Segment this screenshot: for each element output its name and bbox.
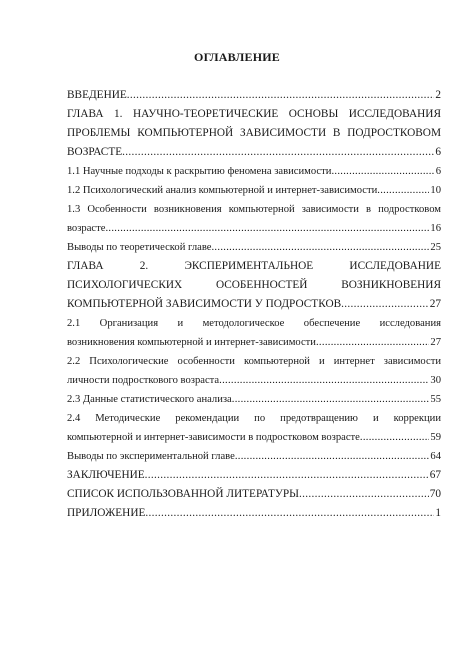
- entry-text: 1.2 Психологический анализ компьютерной и интернет-зависимости: [67, 185, 378, 196]
- toc-entry-section-1-3[interactable]: [67, 200, 441, 238]
- page-number: 70: [429, 488, 441, 500]
- toc-entry-section-2-1[interactable]: [67, 314, 441, 352]
- page-number: 67: [429, 469, 441, 481]
- dot-leader: [145, 466, 429, 485]
- toc-entry-section-2-2[interactable]: [67, 352, 441, 390]
- table-of-contents: [67, 86, 441, 523]
- page-number: 27: [429, 298, 441, 310]
- dot-leader: [127, 86, 435, 105]
- entry-text: 1.1 Научные подходы к раскрытию феномена зависимости: [67, 166, 332, 177]
- entry-line: ВОЗРАСТЕ: [67, 146, 123, 158]
- entry-line: 2.2 Психологические особенности компьютерной и интернет зависимости: [67, 356, 441, 367]
- page-number: 6: [435, 146, 441, 158]
- entry-text: СПИСОК ИСПОЛЬЗОВАННОЙ ЛИТЕРАТУРЫ: [67, 488, 299, 500]
- toc-entry-appendix[interactable]: [67, 504, 441, 523]
- entry-line: компьютерной и интернет-зависимости в подростковом возрасте: [67, 432, 360, 443]
- toc-entry-chapter-2[interactable]: [67, 257, 441, 314]
- dot-leader: [377, 181, 429, 200]
- toc-entry-references[interactable]: [67, 485, 441, 504]
- dot-leader: [211, 238, 429, 257]
- dot-leader: [219, 371, 429, 390]
- dot-leader: [122, 143, 434, 162]
- entry-line: личности подросткового возраста: [67, 375, 220, 386]
- page-number: 30: [430, 375, 441, 386]
- page-number: 2: [435, 89, 441, 101]
- dot-leader: [360, 428, 430, 447]
- page-number: 55: [430, 394, 441, 405]
- page-number: 25: [430, 242, 441, 253]
- toc-entry-intro[interactable]: [67, 86, 441, 105]
- entry-line: ГЛАВА 2. ЭКСПЕРИМЕНТАЛЬНОЕ ИССЛЕДОВАНИЕ: [67, 260, 441, 272]
- entry-text: Выводы по экспериментальной главе: [67, 451, 235, 462]
- toc-entry-conclusions-1[interactable]: [67, 238, 441, 257]
- toc-entry-section-2-3[interactable]: [67, 390, 441, 409]
- dot-leader: [145, 504, 434, 523]
- entry-line: ПСИХОЛОГИЧЕСКИХ ОСОБЕННОСТЕЙ ВОЗНИКНОВЕНИЯ: [67, 279, 441, 291]
- toc-title: ОГЛАВЛЕНИЕ: [194, 50, 280, 64]
- entry-line: ПРОБЛЕМЫ КОМПЬЮТЕРНОЙ ЗАВИСИМОСТИ В ПОДРОСТКОВОМ: [67, 127, 441, 139]
- page-number: 64: [430, 451, 441, 462]
- entry-text: Выводы по теоретической главе: [67, 242, 212, 253]
- dot-leader: [105, 219, 429, 238]
- dot-leader: [316, 333, 429, 352]
- entry-line: 2.4 Методические рекомендации по предотвращению и коррекции: [67, 413, 441, 424]
- page-number: 27: [430, 337, 441, 348]
- entry-text: ВВЕДЕНИЕ: [67, 89, 127, 101]
- toc-entry-section-1-1[interactable]: [67, 162, 441, 181]
- entry-line: возрасте: [67, 223, 106, 234]
- page-number: 6: [435, 166, 441, 177]
- page-number: 16: [430, 223, 441, 234]
- entry-text: ПРИЛОЖЕНИЕ: [67, 507, 146, 519]
- page-number: 59: [430, 432, 441, 443]
- entry-text: ЗАКЛЮЧЕНИЕ: [67, 469, 145, 481]
- entry-text: 2.3 Данные статистического анализа: [67, 394, 232, 405]
- dot-leader: [235, 447, 430, 466]
- entry-line: КОМПЬЮТЕРНОЙ ЗАВИСИМОСТИ У ПОДРОСТКОВ: [67, 298, 342, 310]
- dot-leader: [331, 162, 434, 181]
- entry-line: 2.1 Организация и методологическое обеспечение исследования: [67, 318, 441, 329]
- page-number: 1: [435, 507, 441, 519]
- entry-line: 1.3 Особенности возникновения компьютерной зависимости в подростковом: [67, 204, 441, 215]
- page-number: 10: [430, 185, 441, 196]
- toc-entry-conclusion[interactable]: [67, 466, 441, 485]
- toc-entry-chapter-1[interactable]: [67, 105, 441, 162]
- toc-entry-conclusions-2[interactable]: [67, 447, 441, 466]
- dot-leader: [232, 390, 430, 409]
- toc-entry-section-1-2[interactable]: [67, 181, 441, 200]
- dot-leader: [341, 295, 429, 314]
- dot-leader: [299, 485, 429, 504]
- toc-entry-section-2-4[interactable]: [67, 409, 441, 447]
- entry-line: возникновения компьютерной и интернет-зависимости: [67, 337, 316, 348]
- entry-line: ГЛАВА 1. НАУЧНО-ТЕОРЕТИЧЕСКИЕ ОСНОВЫ ИССЛЕДОВАНИЯ: [67, 108, 441, 120]
